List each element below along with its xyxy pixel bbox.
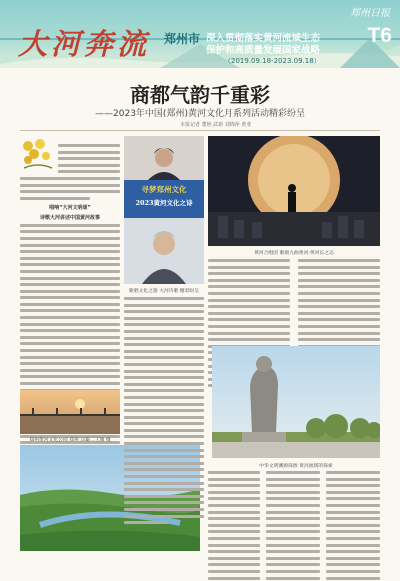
stage-caption: 黄河合唱团 歌颂九曲黄河·黄河长之志 <box>254 251 334 256</box>
date-range: （2019.09.18-2023.09.18） <box>224 57 321 65</box>
poet-caption: 歌唱文化之旅 大河诗歌 精彩纷呈 <box>128 289 200 294</box>
headline: 商都气韵千重彩 <box>130 83 270 107</box>
center-column <box>124 297 204 528</box>
slogan-line-2: 保护和高质量发展国家战略 <box>206 45 321 56</box>
statue-photo <box>212 346 380 458</box>
stage-photo <box>208 136 380 246</box>
page-number: T6 <box>367 24 392 47</box>
bridge-photo <box>20 390 120 434</box>
bridge-caption: 郑州黄河文化公园 郑州 汉霸二王城 摄 <box>29 438 111 443</box>
byline: 本报记者 董艳 武新 刘锦萍 黄亚 <box>180 122 252 128</box>
poster-photo <box>124 136 204 284</box>
section-title: 大河奔流 <box>18 27 151 61</box>
poster-line-2: 2023黄河文化之诗 <box>135 199 193 207</box>
masthead-band <box>0 0 400 68</box>
left-subtitle-1: 唱响“大河文明颂” <box>49 204 91 211</box>
headline-rule <box>20 130 380 131</box>
bottom-column-c <box>326 471 380 581</box>
statue-caption: 中华文明溯源探源 黄河流域的探索 <box>259 464 333 469</box>
bottom-column-a <box>208 471 260 581</box>
subhead: ——2023年中国(郑州)黄河文化月系列活动精彩纷呈 <box>95 109 305 119</box>
paper-logo: 郑州日报 <box>350 8 390 19</box>
city-label: 郑州市 <box>164 32 201 46</box>
left-subtitle-2: 诗歌大河讲述中国黄河故事 <box>39 214 100 221</box>
poster-line-1: 寻梦郑州文化 <box>141 185 187 194</box>
slogan-line-1: 深入贯彻落实黄河流域生态 <box>206 33 321 44</box>
bottom-column-b <box>266 471 320 581</box>
